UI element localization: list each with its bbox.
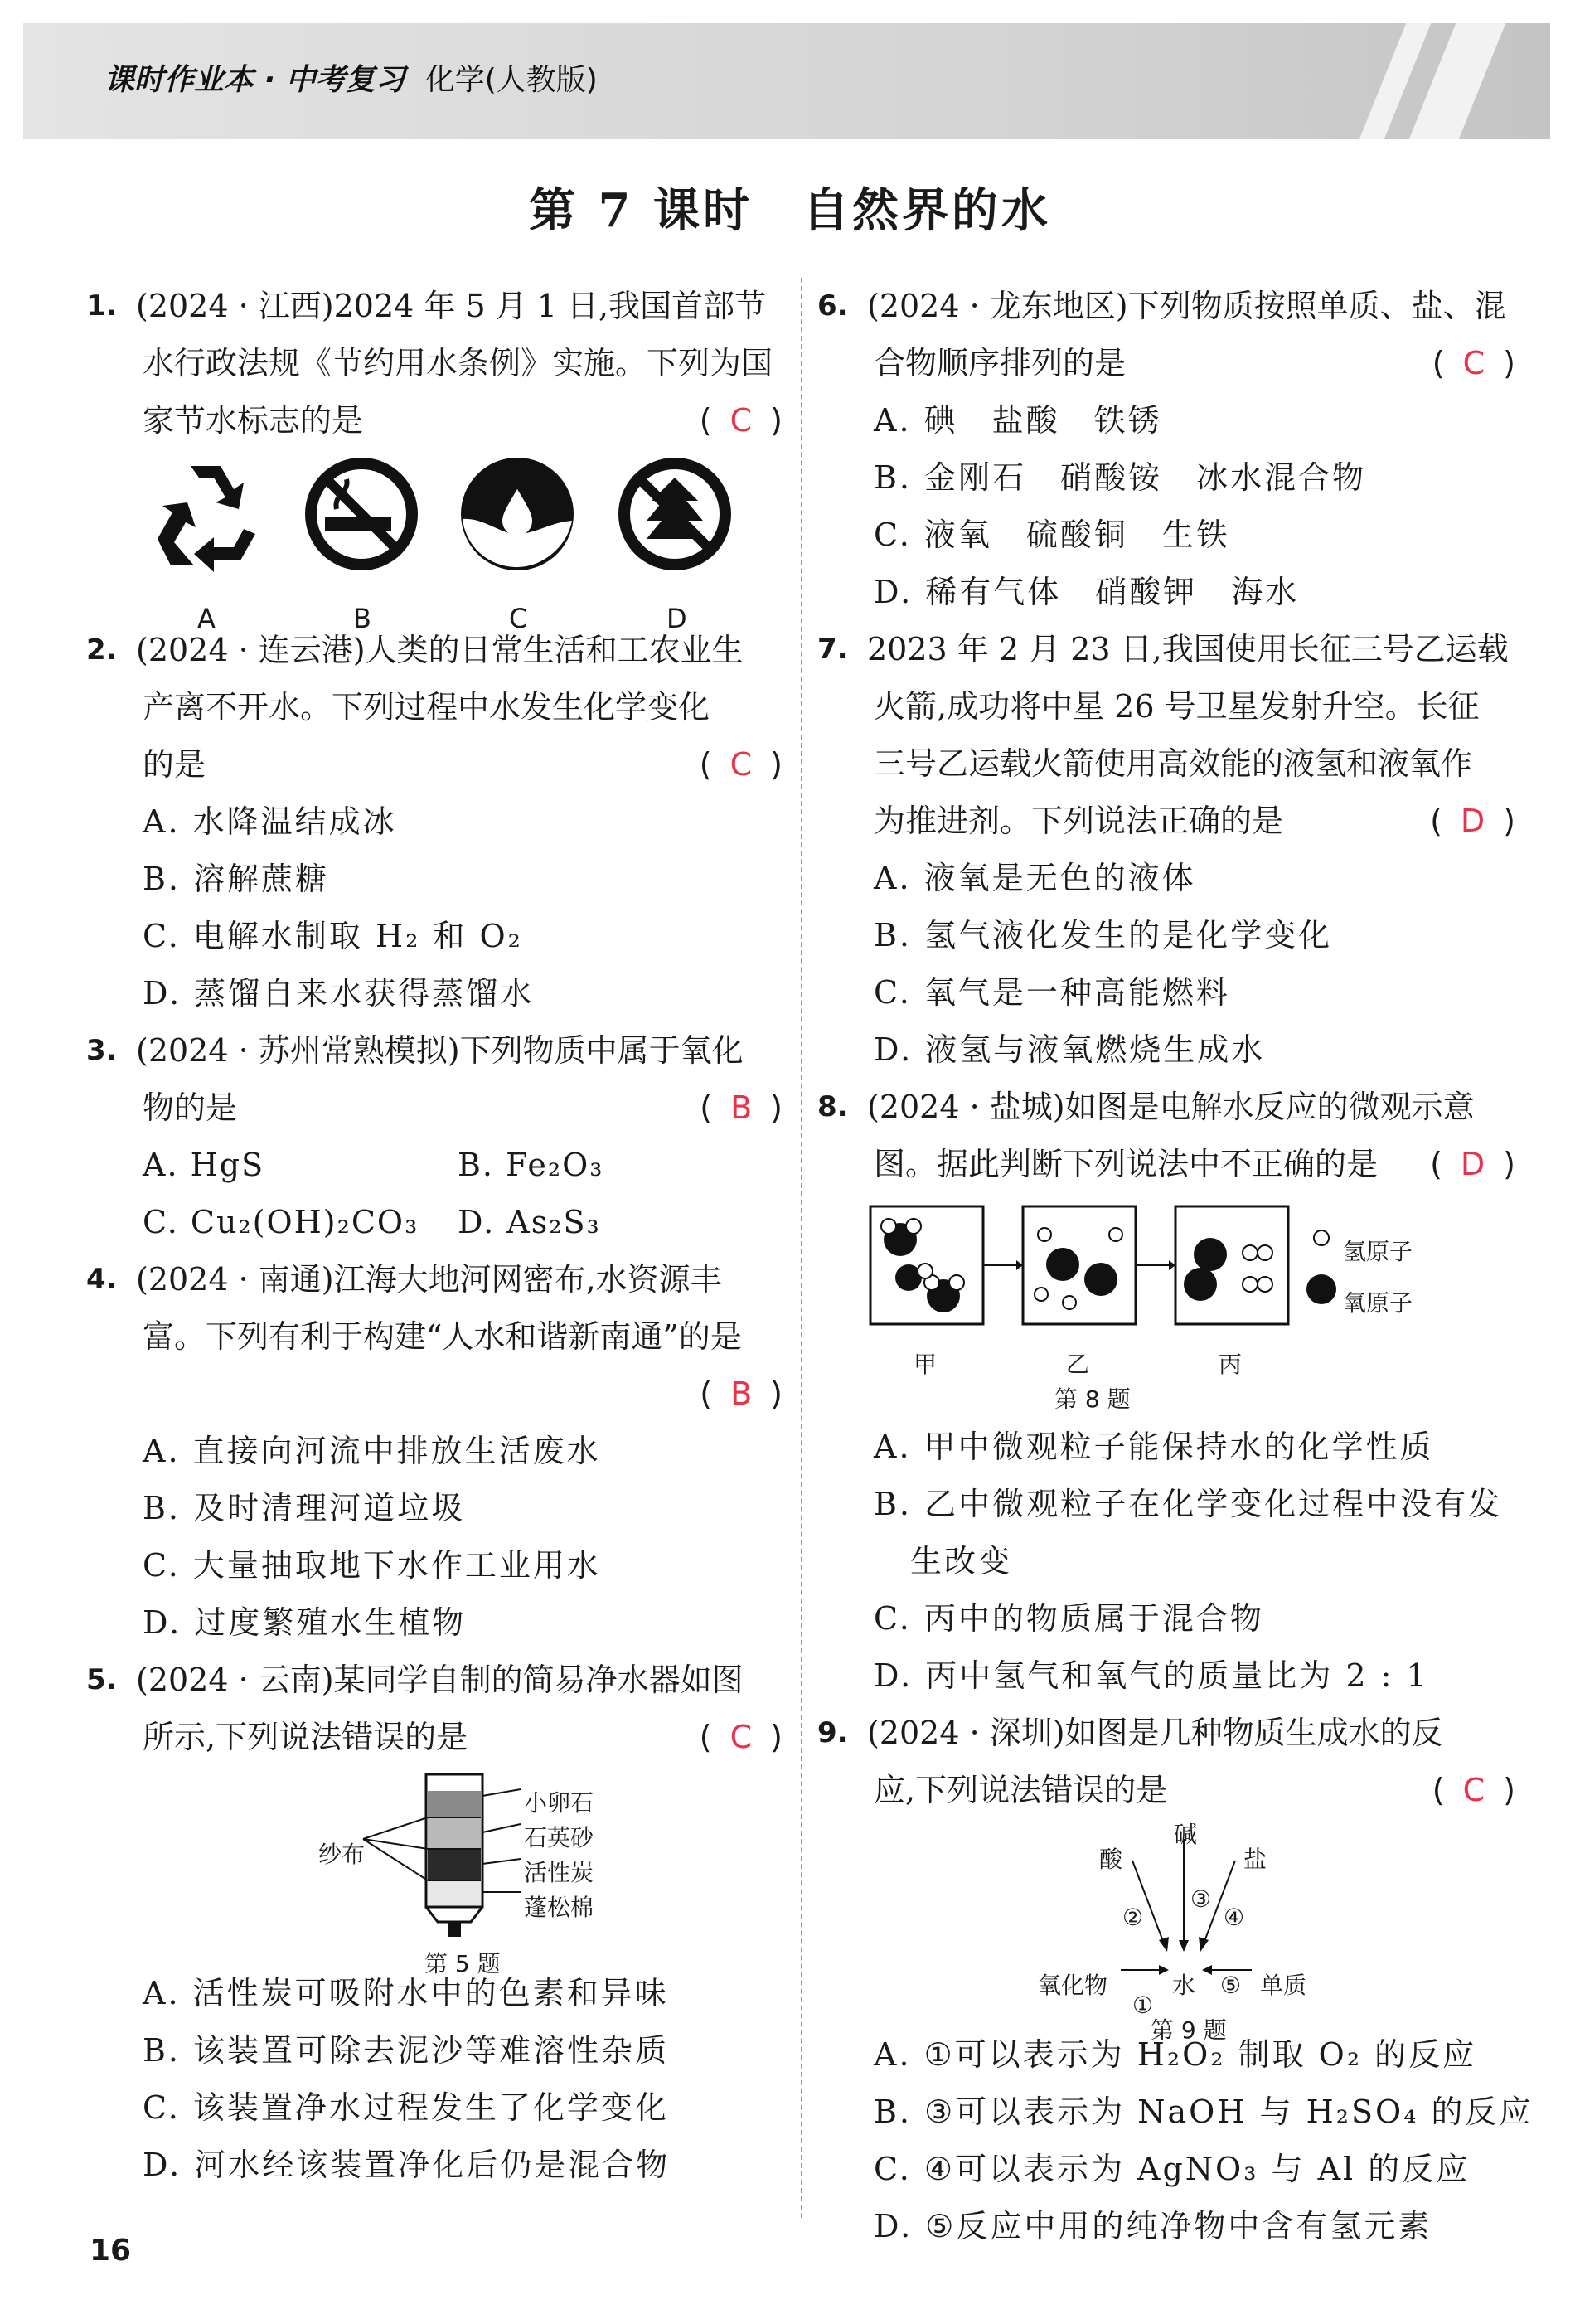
question-5 [86, 1652, 783, 2194]
question-number: 3. [86, 1034, 117, 1067]
question-text: 2023 年 2 月 23 日,我国使用长征三号乙运载 [867, 631, 1509, 667]
hydrogen-molecule [1243, 1245, 1272, 1260]
hydrogen-atom [1109, 1228, 1122, 1241]
question-text: (2024 · 南通)江海大地河网密布,水资源丰 [136, 1261, 722, 1298]
question-1 [86, 278, 783, 634]
question-number: 9. [817, 1716, 848, 1749]
answer-slot: ( C ) [699, 1719, 783, 1755]
quartz-sand-layer [428, 1817, 481, 1849]
water-purifier-figure [90, 1766, 783, 1977]
question-number: 4. [86, 1263, 117, 1296]
question-text: (2024 · 江西)2024 年 5 月 1 日,我国首部节 [136, 288, 767, 324]
question-text: 家节水标志的是 [143, 402, 364, 439]
water-reactions-figure [821, 1819, 1515, 2044]
option-a: A. 液氧是无色的液体 [874, 860, 1196, 896]
answer-letter: B [730, 1375, 753, 1412]
question-text: 三号乙运载火箭使用高效能的液氢和液氧作 [874, 745, 1473, 782]
oxide-label: 氧化物 [1038, 1972, 1108, 1999]
option-b-continued: 生改变 [910, 1543, 1013, 1579]
answer-letter: C [1462, 345, 1485, 381]
question-text: 所示,下列说法错误的是 [143, 1719, 468, 1755]
option-a: A. 甲中微观粒子能保持水的化学性质 [874, 1429, 1434, 1465]
question-text: (2024 · 连云港)人类的日常生活和工农业生 [136, 632, 744, 668]
option-a: A. 活性炭可吸附水中的色素和异味 [143, 1975, 669, 2011]
option-b: B. 氢气液化发生的是化学变化 [874, 917, 1333, 953]
option-a: A. ①可以表示为 H₂O₂ 制取 O₂ 的反应 [874, 2036, 1477, 2073]
right-column [817, 278, 1534, 2255]
question-text: 产离不开水。下列过程中水发生化学变化 [143, 689, 710, 725]
figure-caption: 第 9 题 [1151, 2016, 1227, 2044]
legend-oxygen-label: 氧原子 [1343, 1289, 1413, 1317]
left-column [86, 278, 783, 2194]
question-text: 富。下列有利于构建“人水和谐新南通”的是 [143, 1318, 742, 1355]
question-number: 1. [86, 289, 117, 323]
cloth-label: 纱布 [318, 1841, 366, 1868]
pebble-layer [428, 1791, 481, 1817]
option-c: C. 电解水制取 H₂ 和 O₂ [143, 918, 523, 954]
hydrogen-atom [1063, 1296, 1076, 1309]
arrow-4-label: ④ [1224, 1904, 1245, 1931]
option-c: C. 液氧 硫酸铜 生铁 [874, 517, 1230, 553]
question-text: (2024 · 龙东地区)下列物质按照单质、盐、混 [867, 288, 1506, 324]
header-series: 课时作业本 · 中考复习 [104, 63, 405, 97]
question-7 [817, 621, 1515, 1079]
arrow-5-label: ⑤ [1220, 1972, 1242, 1999]
option-c: C. ④可以表示为 AgNO₃ 与 Al 的反应 [874, 2151, 1471, 2187]
figure-caption: 第 5 题 [424, 1950, 501, 1977]
electrolysis-micro-figure [821, 1193, 1515, 1419]
option-d: D. 丙中氢气和氧气的质量比为 2 : 1 [874, 1657, 1429, 1694]
salt-label: 盐 [1243, 1846, 1267, 1873]
column-divider [801, 278, 802, 2218]
option-a: A. 碘 盐酸 铁锈 [874, 402, 1162, 439]
answer-slot: ( D ) [1430, 803, 1515, 839]
question-text: 物的是 [143, 1089, 238, 1126]
question-number: 7. [817, 633, 848, 666]
option-b: B. 该装置可除去泥沙等难溶性杂质 [143, 2032, 670, 2069]
hydrogen-atom [1035, 1288, 1048, 1301]
answer-slot: ( C ) [699, 402, 783, 439]
water-label: 水 [1172, 1972, 1196, 1999]
question-text: (2024 · 云南)某同学自制的简易净水器如图 [136, 1662, 744, 1698]
box-bing [1175, 1206, 1288, 1324]
option-b: B. Fe₂O₃ [458, 1147, 604, 1183]
question-number: 6. [817, 289, 848, 323]
answer-letter: D [1460, 803, 1485, 839]
reactions-svg [821, 1819, 1515, 2026]
option-d: D. 稀有气体 硝酸钾 海水 [874, 574, 1300, 610]
element-label: 单质 [1260, 1972, 1307, 1999]
legend-oxygen-icon [1306, 1274, 1336, 1304]
page-title: 第 7 课时 自然界的水 [529, 183, 1051, 238]
option-b: B. 溶解蔗糖 [143, 861, 330, 897]
page-number: 16 [90, 2234, 132, 2268]
activated-carbon-label: 活性炭 [524, 1859, 594, 1886]
question-text: 的是 [143, 746, 206, 783]
option-c: C. 大量抽取地下水作工业用水 [143, 1547, 601, 1584]
logos-svg [90, 454, 783, 587]
question-number: 5. [86, 1663, 117, 1696]
question-number: 2. [86, 633, 117, 667]
answer-letter: C [1462, 1772, 1485, 1808]
pebble-label: 小卵石 [524, 1789, 594, 1817]
cotton-label: 蓬松棉 [524, 1894, 594, 1921]
question-text: 为推进剂。下列说法正确的是 [874, 803, 1284, 839]
recycle-icon [158, 466, 255, 572]
legend-hydrogen-icon [1314, 1230, 1329, 1245]
oxygen-atom [1046, 1248, 1079, 1281]
answer-slot: ( C ) [1432, 345, 1515, 381]
header-subject: 化学(人教版) [424, 63, 598, 97]
arrow-1-label: ① [1132, 1992, 1154, 2019]
oxygen-atom [1084, 1263, 1117, 1296]
arrow-3-label: ③ [1190, 1885, 1212, 1913]
option-d: D. 液氢与液氧燃烧生成水 [874, 1031, 1266, 1068]
water-molecule [881, 1219, 921, 1256]
water-molecule [924, 1275, 964, 1312]
option-c: C. 丙中的物质属于混合物 [874, 1600, 1264, 1637]
question-9 [817, 1705, 1534, 2255]
option-d: D. ⑤反应中用的纯净物中含有氢元素 [874, 2208, 1432, 2244]
option-row [90, 1194, 783, 1251]
option-a: A. 直接向河流中排放生活废水 [143, 1433, 601, 1469]
option-b: B. 及时清理河道垃圾 [143, 1490, 466, 1526]
acid-label: 酸 [1099, 1846, 1123, 1873]
logo-label-d: D [666, 603, 687, 634]
question-text: 图。据此判断下列说法中不正确的是 [874, 1146, 1379, 1182]
answer-slot: ( C ) [699, 746, 783, 783]
question-text: 水行政法规《节约用水条例》实施。下列为国 [143, 345, 773, 381]
box-label-yi: 乙 [1066, 1351, 1090, 1378]
option-d: D. As₂S₃ [458, 1204, 601, 1240]
arrow-2-label: ② [1122, 1904, 1144, 1931]
option-d: D. 过度繁殖水生植物 [143, 1604, 467, 1641]
option-b: B. 乙中微观粒子在化学变化过程中没有发 [874, 1486, 1503, 1522]
box-label-bing: 丙 [1219, 1351, 1243, 1378]
question-6 [817, 278, 1515, 621]
question-3 [86, 1022, 783, 1251]
no-smoking-icon [305, 458, 418, 570]
question-text: 合物顺序排列的是 [874, 345, 1127, 381]
box-label-jia: 甲 [914, 1351, 938, 1378]
question-text: 应,下列说法错误的是 [874, 1772, 1168, 1808]
figure-caption: 第 8 题 [1054, 1385, 1131, 1413]
question-2 [86, 622, 783, 1022]
box-yi [1023, 1206, 1136, 1324]
cotton-layer [428, 1880, 481, 1905]
option-row [90, 1137, 783, 1194]
water-saving-icon [461, 458, 574, 570]
option-d: D. 河水经该装置净化后仍是混合物 [143, 2147, 671, 2183]
option-a: A. 水降温结成冰 [143, 803, 397, 840]
answer-letter: C [729, 1719, 753, 1755]
legend-hydrogen-label: 氢原子 [1343, 1238, 1413, 1265]
answer-slot: ( B ) [700, 1089, 783, 1126]
answer-slot: ( B ) [700, 1375, 783, 1412]
hydrogen-molecule [1243, 1277, 1272, 1292]
option-d: D. 蒸馏自来水获得蒸馏水 [143, 975, 535, 1012]
question-number: 8. [817, 1090, 848, 1123]
base-label: 碱 [1174, 1821, 1198, 1848]
question-8 [817, 1079, 1515, 1705]
question-text: (2024 · 苏州常熟模拟)下列物质中属于氧化 [136, 1032, 744, 1069]
quartz-sand-label: 石英砂 [524, 1824, 594, 1851]
question-text: (2024 · 深圳)如图是几种物质生成水的反 [867, 1715, 1443, 1751]
answer-letter: D [1460, 1146, 1485, 1182]
header-band [23, 23, 1550, 139]
logo-label-c: C [509, 603, 528, 634]
oxygen-molecule [1184, 1238, 1227, 1301]
answer-letter: B [730, 1089, 753, 1126]
question-text: (2024 · 盐城)如图是电解水反应的微观示意 [867, 1089, 1475, 1125]
option-c: C. Cu₂(OH)₂CO₃ [143, 1204, 419, 1240]
answer-letter: C [729, 402, 753, 439]
water-saving-logos-figure [90, 449, 783, 634]
answer-slot: ( D ) [1430, 1146, 1515, 1182]
answer-slot: ( C ) [1432, 1772, 1515, 1808]
option-b: B. 金刚石 硝酸铵 冰水混合物 [874, 459, 1367, 496]
answer-letter: C [729, 746, 753, 783]
question-text: 火箭,成功将中星 26 号卫星发射升空。长征 [874, 688, 1480, 725]
option-c: C. 该装置净水过程发生了化学变化 [143, 2089, 669, 2126]
logo-label-a: A [197, 603, 216, 634]
option-a: A. HgS [143, 1147, 265, 1183]
header-title [104, 56, 598, 99]
activated-carbon-layer [428, 1849, 481, 1880]
no-logging-icon [618, 458, 731, 570]
option-b: B. ③可以表示为 NaOH 与 H₂SO₄ 的反应 [874, 2094, 1534, 2130]
option-c: C. 氧气是一种高能燃料 [874, 974, 1230, 1011]
hydrogen-atom [1038, 1228, 1051, 1241]
question-4 [86, 1251, 783, 1652]
logo-label-b: B [353, 603, 371, 634]
